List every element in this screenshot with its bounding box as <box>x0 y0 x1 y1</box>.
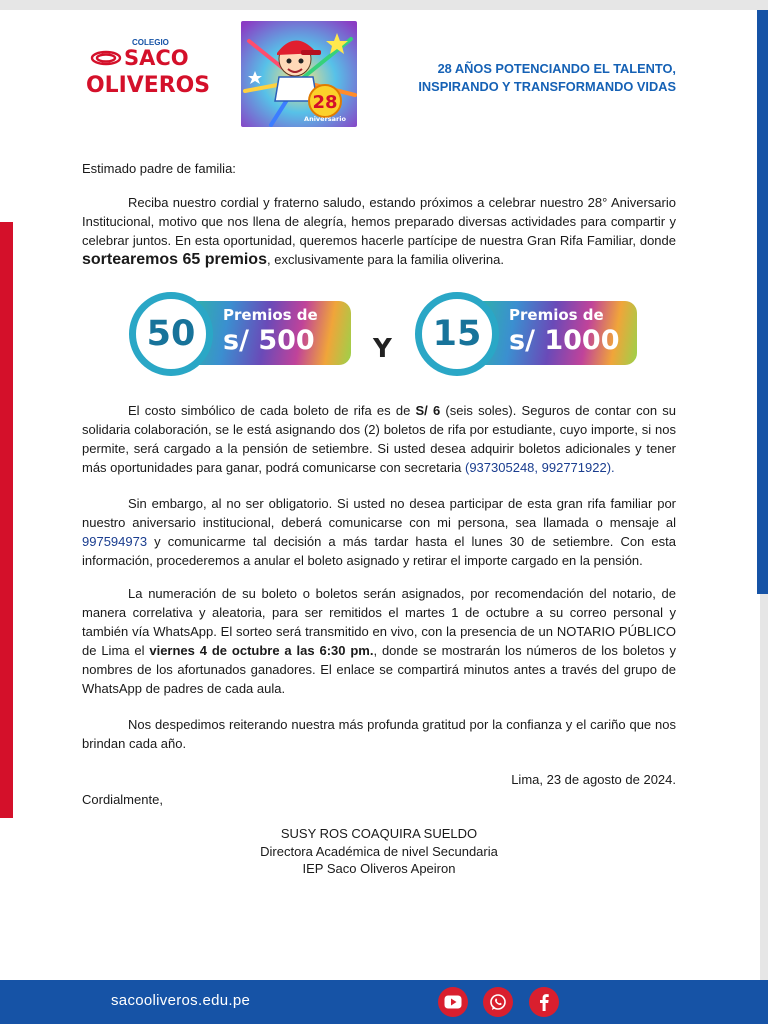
place-date: Lima, 23 de agosto de 2024. <box>511 772 676 787</box>
prize-connector: Y <box>373 334 392 364</box>
slogan-line-1: 28 AÑOS POTENCIANDO EL TALENTO, <box>437 61 676 76</box>
intro-end: , exclusivamente para la familia oliverina. <box>266 252 504 267</box>
draw-date: viernes 4 de octubre a las 6:30 pm. <box>149 643 374 658</box>
website-link[interactable]: sacooliveros.edu.pe <box>111 992 251 1009</box>
prize-500-count: 50 <box>129 292 213 376</box>
paragraph-opt-out <box>82 494 676 570</box>
facebook-icon[interactable] <box>529 987 559 1017</box>
opt-out-text: Sin embargo, al no ser obligatorio. Si usted no desea participar de esta gran rifa familiar por nuestro aniversario institucional, deberá comunicarse con mi persona, sea llamada o mensaje al <box>82 496 676 530</box>
prize-1000-count: 15 <box>415 292 499 376</box>
signatory-school: IEP Saco Oliveros Apeiron <box>302 861 456 876</box>
secretary-phones: (937305248, 992771922). <box>465 460 615 475</box>
prize-500-label: Premios de <box>223 306 318 324</box>
greeting: Estimado padre de familia: <box>82 161 236 176</box>
intro-highlight: sortearemos 65 premios <box>82 251 267 268</box>
prize-1000-label: Premios de <box>509 306 604 324</box>
prize-1000-amount: s/ 1000 <box>509 325 620 356</box>
mascot-caption: Aniversario <box>304 115 346 123</box>
mascot-number: 28 <box>312 92 338 113</box>
ticket-price: S/ 6 <box>415 403 441 418</box>
paragraph-intro <box>82 193 676 269</box>
logo-line2: OLIVEROS <box>86 73 210 98</box>
logo-line1: SACO <box>124 46 189 70</box>
paragraph-cost <box>82 401 676 477</box>
signatory-name: SUSY ROS COAQUIRA SUELDO <box>280 826 478 841</box>
farewell-text: Nos despedimos reiterando nuestra más profunda gratitud por la confianza y el cariño que nos brindan cada año. <box>82 717 676 751</box>
signatory-role: Directora Académica de nivel Secundaria <box>260 843 498 859</box>
school-slogan <box>418 60 676 96</box>
paragraph-draw <box>82 584 676 698</box>
opt-out-text-2: y comunicarme tal decisión a más tardar hasta el lunes 30 de setiembre. Con esta información, procederemos a anular el boleto asignado y retirar el importe cargado en la pensión. <box>82 534 676 568</box>
right-blue-accent-bar <box>757 10 768 594</box>
prize-500-amount: s/ 500 <box>223 325 315 356</box>
director-phone: 997594973 <box>82 534 148 549</box>
footer-bar <box>0 980 768 1024</box>
cost-text: El costo simbólico de cada boleto de rifa es de <box>128 403 416 418</box>
youtube-icon[interactable] <box>438 987 468 1017</box>
anniversary-mascot-image <box>241 21 357 127</box>
logo-top-text: COLEGIO <box>132 38 169 47</box>
closing: Cordialmente, <box>82 792 163 807</box>
cost-text-2: (seis soles). Seguros de contar con su solidaria colaboración, se le está asignando dos (2) boletos de rifa por estudiante, cuyo importe, si nos permite, será cargado a la pensión de setiembre. Si usted desea adquirir boletos adicionales y tener más oportunidades para ganar, podrá comunicarse con secretaria <box>82 403 677 475</box>
signature-block <box>82 825 676 878</box>
paragraph-farewell <box>82 715 676 753</box>
saco-oliveros-logo <box>84 34 214 98</box>
prize-banner-1000 <box>415 292 637 376</box>
prize-banner-500 <box>129 292 351 376</box>
left-red-accent-bar <box>0 222 13 818</box>
slogan-line-2: INSPIRANDO Y TRANSFORMANDO VIDAS <box>418 79 676 94</box>
draw-text-2: , donde se mostrarán los números de los boletos y nombres de los afortunados ganadores. El enlace se compartirá minutos antes a través del grupo de WhatsApp de padres de cada aula. <box>82 643 676 696</box>
intro-text: Reciba nuestro cordial y fraterno saludo, estando próximos a celebrar nuestro 28° Aniversario Institucional, motivo que nos llena de alegría, hemos preparado diversas actividades para compartir y celebrar juntos. En esta oportunidad, queremos hacerle partícipe de nuestra Gran Rifa Familiar, donde <box>82 195 676 248</box>
draw-text: La numeración de su boleto o boletos serán asignados, por recomendación del notario, de manera correlativa y aleatoria, para ser remitidos el martes 1 de octubre a su correo personal y también vía WhatsApp. El sorteo será transmitido en vivo, con la presencia de un NOTARIO PÚBLICO de Lima el <box>82 586 676 658</box>
whatsapp-icon[interactable] <box>483 987 513 1017</box>
